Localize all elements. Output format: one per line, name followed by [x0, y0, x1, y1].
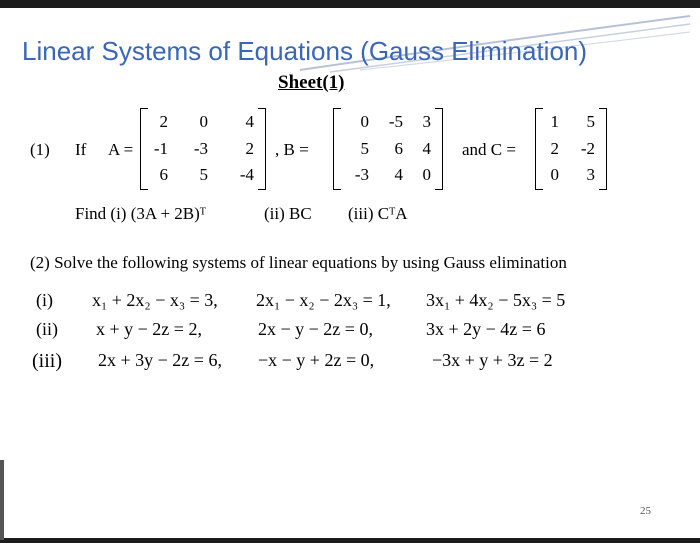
matrix-cell: 2 — [245, 139, 254, 158]
matrix-cell: 4 — [422, 139, 431, 158]
matrix-cell: -1 — [153, 139, 168, 158]
bracket-left — [333, 108, 341, 190]
matrix-cell: 0 — [550, 165, 559, 184]
matrix-cell: 5 — [360, 139, 369, 158]
matrix-cell: 4 — [394, 165, 403, 184]
bracket-right — [435, 108, 443, 190]
q2-text: (2) Solve the following systems of linear equations by using Gauss elimination — [30, 253, 567, 272]
equation: x₁ + 2x₂ − x₃ = 3, — [92, 290, 218, 310]
equation: 2x + 3y − 2z = 6, — [98, 350, 222, 370]
bracket-right — [258, 108, 266, 190]
q1-find-i: Find (i) (3A + 2B)ᵀ — [75, 204, 206, 223]
matrix-cell: 3 — [586, 165, 595, 184]
system-label: (ii) — [36, 319, 58, 339]
matrix-cell: 1 — [550, 112, 559, 131]
matrix-cell: -2 — [580, 139, 595, 158]
matrix-cell: 4 — [245, 112, 254, 131]
equation: 2x − y − 2z = 0, — [258, 319, 373, 339]
q1-find-ii: (ii) BC — [264, 204, 312, 223]
equation: 2x₁ − x₂ − 2x₃ = 1, — [256, 290, 391, 310]
matrix-a-label: A = — [108, 140, 134, 159]
q1-if: If — [75, 140, 87, 159]
matrix-cell: -4 — [239, 165, 254, 184]
system-label: (iii) — [32, 350, 62, 372]
equation: x + y − 2z = 2, — [96, 319, 202, 339]
matrix-c-label: and C = — [462, 140, 516, 159]
left-edge — [0, 460, 4, 540]
slide-title: Linear Systems of Equations (Gauss Elimination) — [22, 36, 588, 66]
page-number: 25 — [640, 505, 651, 517]
bracket-right — [599, 108, 607, 190]
system-label: (i) — [36, 290, 53, 310]
equation: 3x + 2y − 4z = 6 — [426, 319, 546, 339]
q1-number: (1) — [30, 140, 50, 159]
matrix-cell: 6 — [394, 139, 403, 158]
matrix-b-label: , B = — [275, 140, 309, 159]
sheet-heading: Sheet(1) — [278, 72, 345, 93]
matrix-cell: 0 — [360, 112, 369, 131]
equation: −3x + y + 3z = 2 — [432, 350, 553, 370]
matrix-cell: -3 — [193, 139, 208, 158]
matrix-cell: 6 — [159, 165, 168, 184]
matrix-cell: 5 — [199, 165, 208, 184]
matrix-cell: 3 — [422, 112, 431, 131]
matrix-cell: -3 — [354, 165, 369, 184]
matrix-cell: 5 — [586, 112, 595, 131]
slide — [0, 8, 700, 538]
q1-find-iii: (iii) CᵀA — [348, 204, 408, 223]
equation: 3x₁ + 4x₂ − 5x₃ = 5 — [426, 290, 566, 310]
matrix-cell: 0 — [199, 112, 208, 131]
matrix-cell: 2 — [159, 112, 168, 131]
equation: −x − y + 2z = 0, — [258, 350, 375, 370]
matrix-cell: 2 — [550, 139, 559, 158]
matrix-cell: 0 — [422, 165, 431, 184]
matrix-cell: -5 — [388, 112, 403, 131]
